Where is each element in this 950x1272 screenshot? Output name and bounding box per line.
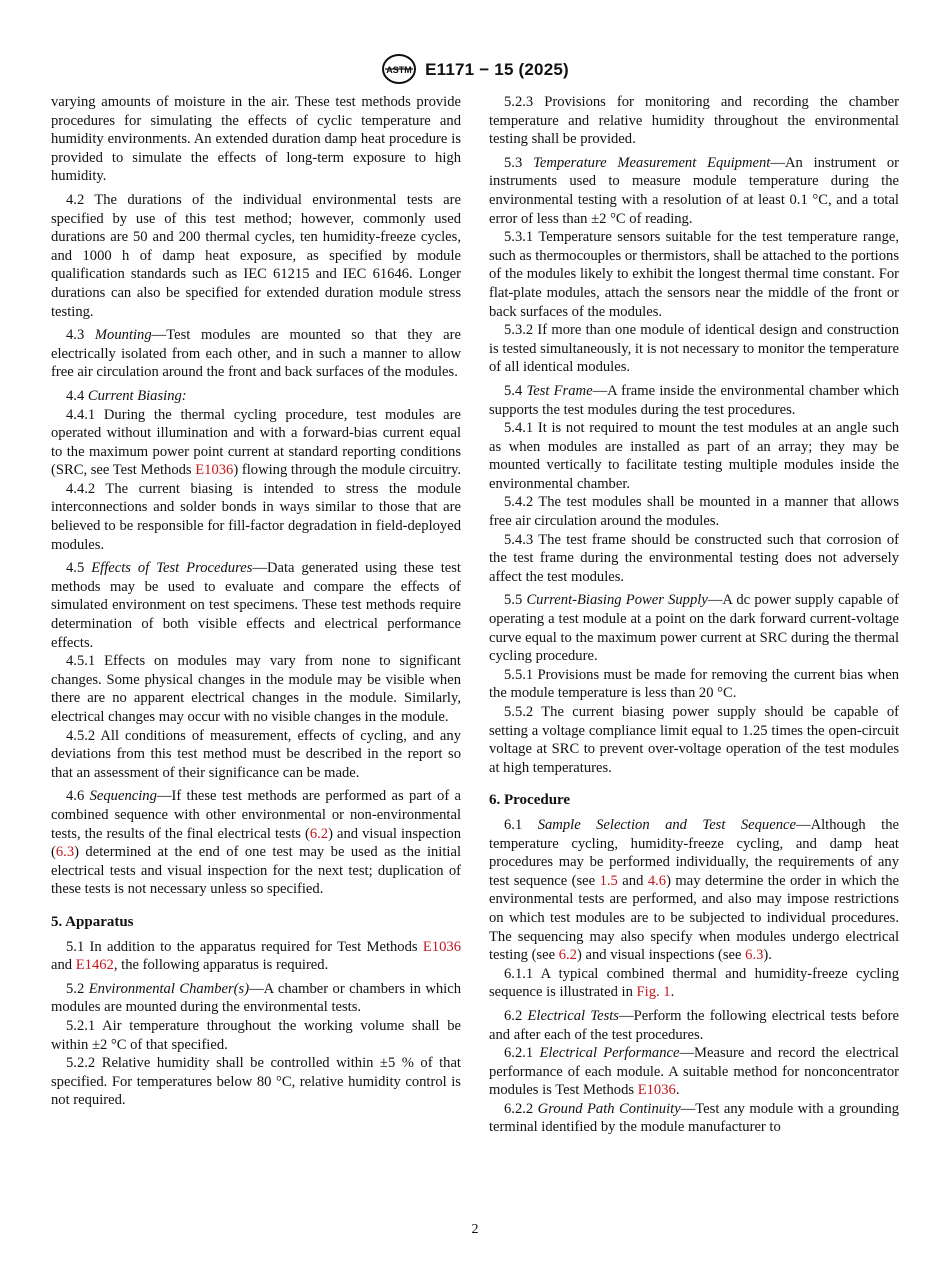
section-heading-procedure: 6. Procedure xyxy=(489,792,571,809)
document-id: E1171 − 15 (2025) xyxy=(425,60,569,79)
paragraph-5-2-3: 5.2.3 Provisions for monitoring and recording the chamber temperature and relative humidity throughout the environmental testing shall be provided. xyxy=(489,94,899,148)
ref-link-1-5[interactable]: 1.5 xyxy=(599,872,618,889)
ref-link-6-3[interactable]: 6.3 xyxy=(745,947,764,964)
paragraph-5-3-1: 5.3.1 Temperature sensors suitable for the test temperature range, such as thermocouples or thermistors, shall be attached to the portions of the modules likely to exhibit the longest thermal time constant. For flat-plate modules, attach the sensors near the middle of the front or back surfaces of the modules. xyxy=(489,229,899,320)
paragraph-5-5-2: 5.5.2 The current biasing power supply should be capable of setting a voltage compliance limit equal to 1.25 times the open-circuit voltage at SRC to prevent over-voltage operation of the test modules at high temperatures. xyxy=(489,704,899,776)
paragraph-5-2: 5.2 Environmental Chamber(s)—A chamber or chambers in which modules are mounted during the environmental tests. xyxy=(51,980,462,1016)
paragraph-6-2: 6.2 Electrical Tests—Perform the following electrical tests before and after each of the test procedures. xyxy=(489,1007,900,1043)
paragraph-4-4: 4.4 Current Biasing: xyxy=(66,387,187,404)
paragraph-4-5-1: 4.5.1 Effects on modules may vary from none to significant changes. Some physical changes in the module may be visible when there are no apparent electrical changes in the module. Similarly, electrical changes may occur with no visible changes in the module. xyxy=(51,653,461,725)
ref-link-e1462[interactable]: E1462 xyxy=(75,957,114,974)
paragraph-4-3: 4.3 Mounting—Test modules are mounted so that they are electrically isolated from each other, and in such a manner to allow free air circulation around the front and back surfaces of the modules. xyxy=(51,327,461,381)
paragraph-5-5-1: 5.5.1 Provisions must be made for removing the current bias when the module temperature is less than 20 °C. xyxy=(489,666,899,702)
ref-link-e1036[interactable]: E1036 xyxy=(422,938,461,955)
svg-text:ASTM: ASTM xyxy=(386,65,412,75)
paragraph-6-2-2: 6.2.2 Ground Path Continuity—Test any module with a grounding terminal identified by the module manufacturer to xyxy=(489,1100,900,1136)
paragraph-5-4-3: 5.4.3 The test frame should be constructed such that corrosion of the test frame during the environmental testing does not adversely affect the test modules. xyxy=(489,531,899,585)
paragraph-6-1-1: 6.1.1 A typical combined thermal and humidity-freeze cycling sequence is illustrated in Fig. 1. xyxy=(489,965,899,1001)
paragraph-5-4-2: 5.4.2 The test modules shall be mounted in a manner that allows free air circulation around the modules. xyxy=(489,494,899,530)
paragraph-5-5: 5.5 Current-Biasing Power Supply—A dc power supply capable of operating a test module at a point on the dark forward current-voltage curve equal to the maximum power current at SRC during the thermal cycling procedure. xyxy=(489,592,900,665)
page-number: 2 xyxy=(471,1222,479,1237)
paragraph-intro-continuation: varying amounts of moisture in the air. These test methods provide procedures for simulating the effects of cyclic temperature and humidity environments. An extended duration damp heat procedure is provided to simulate the effects of long-term exposure to high humidity. xyxy=(51,94,461,185)
paragraph-4-6: 4.6 Sequencing—If these test methods are performed as part of a combined sequence with other environmental or non-environmental tests, the results of the final electrical tests (6.2) and visual inspection (6.3) determined at the end of one test may be used as the initial electrical tests and visual inspection for the next test; duplication of these tests is not necessary unless so specified. xyxy=(51,788,462,898)
page-header xyxy=(0,53,950,85)
ref-link-6-2[interactable]: 6.2 xyxy=(558,947,577,964)
paragraph-5-2-2: 5.2.2 Relative humidity shall be controlled within ±5 % of that specified. For temperatures below 80 °C, relative humidity control is not required. xyxy=(51,1055,461,1109)
left-column xyxy=(51,93,461,1110)
ref-link-6-2[interactable]: 6.2 xyxy=(309,825,329,842)
paragraph-5-3-2: 5.3.2 If more than one module of identical design and construction is tested simultaneously, it is not necessary to monitor the temperature of all identical modules. xyxy=(489,322,899,376)
ref-link-e1036[interactable]: E1036 xyxy=(637,1082,676,1099)
paragraph-5-2-1: 5.2.1 Air temperature throughout the working volume shall be within ±2 °C of that specified. xyxy=(51,1017,461,1053)
ref-link-6-3[interactable]: 6.3 xyxy=(55,844,75,861)
paragraph-5-4-1: 5.4.1 It is not required to mount the test modules at an angle such as when modules are installed as part of an array; they may be mounted vertically to facilitate testing multiple modules inside the environmental chamber. xyxy=(489,420,899,492)
right-column xyxy=(489,93,899,1137)
ref-link-4-6[interactable]: 4.6 xyxy=(647,872,667,889)
ref-link-e1036[interactable]: E1036 xyxy=(195,462,234,479)
paragraph-6-2-1: 6.2.1 Electrical Performance—Measure and record the electrical performance of each module. A suitable method for nonconcentrator modules is Test Methods E1036. xyxy=(489,1045,899,1099)
paragraph-5-3: 5.3 Temperature Measurement Equipment—An instrument or instruments used to measure module temperature during the environmental testing with a resolution of at least 0.1 °C, and a total error of less than ±2 °C of reading. xyxy=(489,154,899,227)
paragraph-5-1: 5.1 In addition to the apparatus required for Test Methods E1036 and E1462, the following apparatus is required. xyxy=(51,938,461,974)
section-heading-apparatus: 5. Apparatus xyxy=(51,913,134,930)
paragraph-6-1: 6.1 Sample Selection and Test Sequence—Although the temperature cycling, humidity-freeze cycling, and damp heat procedures may be performed individually, the requirements of any test sequence (see 1.5 and 4.6) may determine the order in which the environmental tests are performed, and also may impose restrictions on which test modules are to be subjected to individual procedures. The sequencing may also specify when modules undergo electrical testing (see 6.2) and visual inspections (see 6.3). xyxy=(489,816,899,964)
paragraph-4-2: 4.2 The durations of the individual environmental tests are specified by use of this test method; however, commonly used durations are 50 and 200 thermal cycles, ten humidity-freeze cycles, and 1000 h of damp heat exposure, as specified by module qualification standards such as IEC 61215 and IEC 61646. Longer durations can also be specified for extended duration module stress testing. xyxy=(51,191,461,320)
paragraph-4-4-2: 4.4.2 The current biasing is intended to stress the module interconnections and solder bonds in ways similar to those that are believed to be responsible for fill-factor degradation in field-deployed modules. xyxy=(51,480,461,553)
paragraph-4-4-1: 4.4.1 During the thermal cycling procedure, test modules are operated without illumination and with a forward-bias current equal to the maximum power point current at standard reporting conditions (SRC, see Test Methods E1036) flowing through the module circuitry. xyxy=(51,406,461,479)
ref-link-fig-1[interactable]: Fig. 1 xyxy=(636,984,671,1001)
paragraph-4-5: 4.5 Effects of Test Procedures—Data generated using these test methods may be used to evaluate and compare the effects of simulated environment on test specimens. These test methods require determination of both visible effects and electrical performance effects. xyxy=(51,560,461,651)
astm-logo-icon xyxy=(381,53,417,85)
paragraph-4-5-2: 4.5.2 All conditions of measurement, effects of cycling, and any deviations from this test method must be described in the report so that an assessment of their significance can be made. xyxy=(51,727,461,781)
paragraph-5-4: 5.4 Test Frame—A frame inside the environmental chamber which supports the test modules during the test procedures. xyxy=(489,382,900,418)
